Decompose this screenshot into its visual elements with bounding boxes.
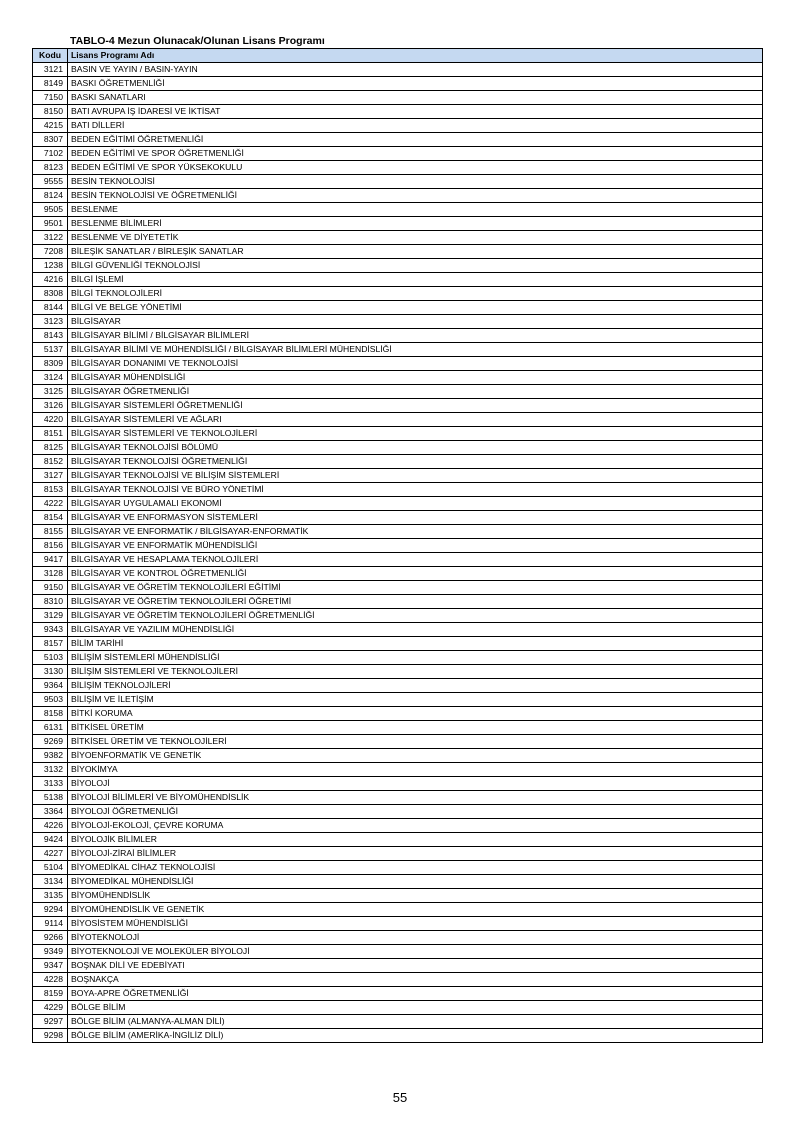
program-code: 8125 xyxy=(33,441,68,455)
program-name: BİLGİSAYAR BİLİMİ / BİLGİSAYAR BİLİMLERİ xyxy=(68,329,763,343)
program-name: BİLİŞİM SİSTEMLERİ VE TEKNOLOJİLERİ xyxy=(68,665,763,679)
page-number: 55 xyxy=(392,1090,408,1105)
program-name: BÖLGE BİLİM (AMERİKA-İNGİLİZ DİLİ) xyxy=(68,1029,763,1043)
program-code: 5104 xyxy=(33,861,68,875)
program-name: BİYOMÜHENDİSLİK VE GENETİK xyxy=(68,903,763,917)
program-name: BİLGİSAYAR SİSTEMLERİ ÖĞRETMENLİĞİ xyxy=(68,399,763,413)
program-name: BİYOENFORMATİK VE GENETİK xyxy=(68,749,763,763)
table-row xyxy=(33,987,763,1001)
table-row xyxy=(33,357,763,371)
program-code: 5137 xyxy=(33,343,68,357)
program-code: 5138 xyxy=(33,791,68,805)
table-row xyxy=(33,147,763,161)
program-name: BEDEN EĞİTİMİ VE SPOR YÜKSEKOKULU xyxy=(68,161,763,175)
program-code: 8157 xyxy=(33,637,68,651)
table-row xyxy=(33,483,763,497)
program-name: BİLGİSAYAR VE ENFORMATİK / BİLGİSAYAR-ENFORMATİK xyxy=(68,525,763,539)
program-code: 8153 xyxy=(33,483,68,497)
program-name: BİLGİSAYAR MÜHENDİSLİĞİ xyxy=(68,371,763,385)
program-name: BİLİŞİM VE İLETİŞİM xyxy=(68,693,763,707)
table-row xyxy=(33,63,763,77)
table-row xyxy=(33,511,763,525)
program-name: BİYOMEDİKAL CİHAZ TEKNOLOJİSİ xyxy=(68,861,763,875)
program-code: 8158 xyxy=(33,707,68,721)
table-row xyxy=(33,91,763,105)
table-row xyxy=(33,525,763,539)
program-code: 6131 xyxy=(33,721,68,735)
program-name: BİLGİSAYAR VE KONTROL ÖĞRETMENLİĞİ xyxy=(68,567,763,581)
table-row xyxy=(33,833,763,847)
program-code: 3134 xyxy=(33,875,68,889)
table-row xyxy=(33,343,763,357)
program-name: BATI AVRUPA İŞ İDARESİ VE İKTİSAT xyxy=(68,105,763,119)
program-code: 3122 xyxy=(33,231,68,245)
table-row xyxy=(33,847,763,861)
table-row xyxy=(33,903,763,917)
program-name: BOŞNAK DİLİ VE EDEBİYATI xyxy=(68,959,763,973)
program-table xyxy=(32,48,763,1043)
table-row xyxy=(33,665,763,679)
program-name: BESİN TEKNOLOJİSİ xyxy=(68,175,763,189)
program-code: 9555 xyxy=(33,175,68,189)
table-row xyxy=(33,679,763,693)
program-code: 3130 xyxy=(33,665,68,679)
program-code: 8310 xyxy=(33,595,68,609)
table-body xyxy=(33,63,763,1043)
program-code: 3126 xyxy=(33,399,68,413)
program-name: BATI DİLLERİ xyxy=(68,119,763,133)
program-code: 8123 xyxy=(33,161,68,175)
program-name: BİYOLOJİK BİLİMLER xyxy=(68,833,763,847)
table-row xyxy=(33,609,763,623)
table-row xyxy=(33,371,763,385)
program-code: 3121 xyxy=(33,63,68,77)
program-code: 9424 xyxy=(33,833,68,847)
table-row xyxy=(33,497,763,511)
table-row xyxy=(33,119,763,133)
program-code: 8150 xyxy=(33,105,68,119)
table-row xyxy=(33,329,763,343)
program-code: 8144 xyxy=(33,301,68,315)
program-code: 8154 xyxy=(33,511,68,525)
table-row xyxy=(33,315,763,329)
program-code: 7208 xyxy=(33,245,68,259)
program-name: BİYOLOJİ-EKOLOJİ, ÇEVRE KORUMA xyxy=(68,819,763,833)
program-name: BİYOTEKNOLOJİ VE MOLEKÜLER BİYOLOJİ xyxy=(68,945,763,959)
program-code: 4227 xyxy=(33,847,68,861)
program-name: BESLENME xyxy=(68,203,763,217)
program-code: 4226 xyxy=(33,819,68,833)
table-row xyxy=(33,889,763,903)
table-row xyxy=(33,231,763,245)
program-name: BASIN VE YAYIN / BASIN-YAYIN xyxy=(68,63,763,77)
program-name: BESLENME VE DİYETETİK xyxy=(68,231,763,245)
program-name: BİTKİSEL ÜRETİM xyxy=(68,721,763,735)
program-name: BİLGİSAYAR SİSTEMLERİ VE AĞLARI xyxy=(68,413,763,427)
table-row xyxy=(33,875,763,889)
table-row xyxy=(33,721,763,735)
table-row xyxy=(33,133,763,147)
program-name: BİTKİ KORUMA xyxy=(68,707,763,721)
program-code: 8124 xyxy=(33,189,68,203)
table-row xyxy=(33,161,763,175)
program-code: 4215 xyxy=(33,119,68,133)
program-code: 3129 xyxy=(33,609,68,623)
program-name: BİLGİ VE BELGE YÖNETİMİ xyxy=(68,301,763,315)
program-name: BİLGİ TEKNOLOJİLERİ xyxy=(68,287,763,301)
program-name: BİLGİSAYAR VE YAZILIM MÜHENDİSLİĞİ xyxy=(68,623,763,637)
program-code: 9501 xyxy=(33,217,68,231)
table-row xyxy=(33,273,763,287)
program-code: 8155 xyxy=(33,525,68,539)
table-row xyxy=(33,413,763,427)
table-row xyxy=(33,469,763,483)
program-name: BÖLGE BİLİM xyxy=(68,1001,763,1015)
program-code: 3123 xyxy=(33,315,68,329)
program-name: BİYOLOJİ ÖĞRETMENLİĞİ xyxy=(68,805,763,819)
program-code: 8149 xyxy=(33,77,68,91)
program-code: 3135 xyxy=(33,889,68,903)
table-title: TABLO-4 Mezun Olunacak/Olunan Lisans Programı xyxy=(70,35,325,47)
program-code: 4216 xyxy=(33,273,68,287)
table-row xyxy=(33,399,763,413)
program-code: 8309 xyxy=(33,357,68,371)
column-header-name: Lisans Programı Adı xyxy=(68,49,763,63)
table-row xyxy=(33,959,763,973)
program-code: 8308 xyxy=(33,287,68,301)
program-code: 9114 xyxy=(33,917,68,931)
table-row xyxy=(33,931,763,945)
program-code: 9503 xyxy=(33,693,68,707)
program-name: BESLENME BİLİMLERİ xyxy=(68,217,763,231)
table-row xyxy=(33,777,763,791)
program-name: BİLGİSAYAR TEKNOLOJİSİ BÖLÜMÜ xyxy=(68,441,763,455)
program-code: 4220 xyxy=(33,413,68,427)
program-code: 9266 xyxy=(33,931,68,945)
table-row xyxy=(33,973,763,987)
program-code: 9298 xyxy=(33,1029,68,1043)
program-name: BİTKİSEL ÜRETİM VE TEKNOLOJİLERİ xyxy=(68,735,763,749)
program-code: 3132 xyxy=(33,763,68,777)
program-code: 4229 xyxy=(33,1001,68,1015)
program-name: BİLGİSAYAR VE ÖĞRETİM TEKNOLOJİLERİ EĞİTİMİ xyxy=(68,581,763,595)
program-code: 7102 xyxy=(33,147,68,161)
program-name: BİLGİSAYAR VE ÖĞRETİM TEKNOLOJİLERİ ÖĞRETMENLİĞİ xyxy=(68,609,763,623)
table-row xyxy=(33,651,763,665)
table-row xyxy=(33,203,763,217)
table-row xyxy=(33,917,763,931)
program-name: BİLGİSAYAR VE ENFORMASYON SİSTEMLERİ xyxy=(68,511,763,525)
program-name: BİLİM TARİHİ xyxy=(68,637,763,651)
program-code: 8143 xyxy=(33,329,68,343)
program-name: BİLGİ İŞLEMİ xyxy=(68,273,763,287)
program-code: 5103 xyxy=(33,651,68,665)
program-name: BİLGİSAYAR ÖĞRETMENLİĞİ xyxy=(68,385,763,399)
table-row xyxy=(33,245,763,259)
table-row xyxy=(33,539,763,553)
program-name: BOŞNAKÇA xyxy=(68,973,763,987)
program-name: BİLGİSAYAR DONANIMI VE TEKNOLOJİSİ xyxy=(68,357,763,371)
program-code: 4228 xyxy=(33,973,68,987)
table-header-row xyxy=(33,49,763,63)
column-header-code: Kodu xyxy=(33,49,68,63)
program-code: 7150 xyxy=(33,91,68,105)
table-row xyxy=(33,553,763,567)
program-name: BİYOMEDİKAL MÜHENDİSLİĞİ xyxy=(68,875,763,889)
program-name: BİLGİSAYAR SİSTEMLERİ VE TEKNOLOJİLERİ xyxy=(68,427,763,441)
program-name: BİLGİ GÜVENLİĞİ TEKNOLOJİSİ xyxy=(68,259,763,273)
table-row xyxy=(33,1001,763,1015)
table-row xyxy=(33,385,763,399)
program-name: BASKI ÖĞRETMENLİĞİ xyxy=(68,77,763,91)
table-row xyxy=(33,595,763,609)
program-name: BİLGİSAYAR TEKNOLOJİSİ VE BÜRO YÖNETİMİ xyxy=(68,483,763,497)
table-row xyxy=(33,749,763,763)
program-code: 3124 xyxy=(33,371,68,385)
program-code: 8159 xyxy=(33,987,68,1001)
table-row xyxy=(33,105,763,119)
program-name: BEDEN EĞİTİMİ ÖĞRETMENLİĞİ xyxy=(68,133,763,147)
program-code: 3133 xyxy=(33,777,68,791)
program-name: BİLGİSAYAR UYGULAMALI EKONOMİ xyxy=(68,497,763,511)
program-name: BEDEN EĞİTİMİ VE SPOR ÖĞRETMENLİĞİ xyxy=(68,147,763,161)
program-name: BİLGİSAYAR BİLİMİ VE MÜHENDİSLİĞİ / BİLGİSAYAR BİLİMLERİ MÜHENDİSLİĞİ xyxy=(68,343,763,357)
table-row xyxy=(33,763,763,777)
program-name: BİLEŞİK SANATLAR / BİRLEŞİK SANATLAR xyxy=(68,245,763,259)
program-name: BİLGİSAYAR VE ÖĞRETİM TEKNOLOJİLERİ ÖĞRETİMİ xyxy=(68,595,763,609)
program-code: 9364 xyxy=(33,679,68,693)
table-row xyxy=(33,1015,763,1029)
program-code: 8152 xyxy=(33,455,68,469)
table-row xyxy=(33,217,763,231)
table-row xyxy=(33,567,763,581)
table-row xyxy=(33,805,763,819)
table-row xyxy=(33,455,763,469)
program-name: BESİN TEKNOLOJİSİ VE ÖĞRETMENLİĞİ xyxy=(68,189,763,203)
program-name: BİLGİSAYAR VE HESAPLAMA TEKNOLOJİLERİ xyxy=(68,553,763,567)
program-name: BÖLGE BİLİM (ALMANYA-ALMAN DİLİ) xyxy=(68,1015,763,1029)
program-name: BİLİŞİM TEKNOLOJİLERİ xyxy=(68,679,763,693)
program-code: 1238 xyxy=(33,259,68,273)
table-row xyxy=(33,791,763,805)
program-code: 9343 xyxy=(33,623,68,637)
program-name: BİYOMÜHENDİSLİK xyxy=(68,889,763,903)
program-name: BİYOTEKNOLOJİ xyxy=(68,931,763,945)
table-row xyxy=(33,945,763,959)
program-name: BİLGİSAYAR VE ENFORMATİK MÜHENDİSLİĞİ xyxy=(68,539,763,553)
table-row xyxy=(33,189,763,203)
program-code: 4222 xyxy=(33,497,68,511)
table-row xyxy=(33,735,763,749)
program-name: BİYOLOJİ xyxy=(68,777,763,791)
table-row xyxy=(33,441,763,455)
program-code: 9347 xyxy=(33,959,68,973)
table-row xyxy=(33,77,763,91)
program-name: BİLGİSAYAR TEKNOLOJİSİ VE BİLİŞİM SİSTEMLERİ xyxy=(68,469,763,483)
table-row xyxy=(33,259,763,273)
table-row xyxy=(33,287,763,301)
table-row xyxy=(33,301,763,315)
program-code: 9269 xyxy=(33,735,68,749)
program-code: 9505 xyxy=(33,203,68,217)
program-name: BİYOLOJİ-ZİRAİ BİLİMLER xyxy=(68,847,763,861)
program-code: 9417 xyxy=(33,553,68,567)
program-code: 9294 xyxy=(33,903,68,917)
program-code: 8156 xyxy=(33,539,68,553)
table-row xyxy=(33,861,763,875)
program-code: 9382 xyxy=(33,749,68,763)
table-row xyxy=(33,693,763,707)
program-code: 3125 xyxy=(33,385,68,399)
table-row xyxy=(33,427,763,441)
table-row xyxy=(33,623,763,637)
program-code: 9297 xyxy=(33,1015,68,1029)
program-code: 8307 xyxy=(33,133,68,147)
program-code: 3364 xyxy=(33,805,68,819)
program-code: 9349 xyxy=(33,945,68,959)
program-name: BASKI SANATLARI xyxy=(68,91,763,105)
program-name: BİLİŞİM SİSTEMLERİ MÜHENDİSLİĞİ xyxy=(68,651,763,665)
program-code: 8151 xyxy=(33,427,68,441)
program-code: 9150 xyxy=(33,581,68,595)
table-row xyxy=(33,707,763,721)
table-row xyxy=(33,581,763,595)
program-code: 3127 xyxy=(33,469,68,483)
table-row xyxy=(33,175,763,189)
program-name: BİYOLOJİ BİLİMLERİ VE BİYOMÜHENDİSLİK xyxy=(68,791,763,805)
program-name: BİYOSİSTEM MÜHENDİSLİĞİ xyxy=(68,917,763,931)
program-name: BİYOKİMYA xyxy=(68,763,763,777)
program-code: 3128 xyxy=(33,567,68,581)
table-row xyxy=(33,637,763,651)
table-row xyxy=(33,1029,763,1043)
program-name: BİLGİSAYAR TEKNOLOJİSİ ÖĞRETMENLİĞİ xyxy=(68,455,763,469)
program-name: BİLGİSAYAR xyxy=(68,315,763,329)
table-row xyxy=(33,819,763,833)
program-name: BOYA-APRE ÖĞRETMENLİĞİ xyxy=(68,987,763,1001)
